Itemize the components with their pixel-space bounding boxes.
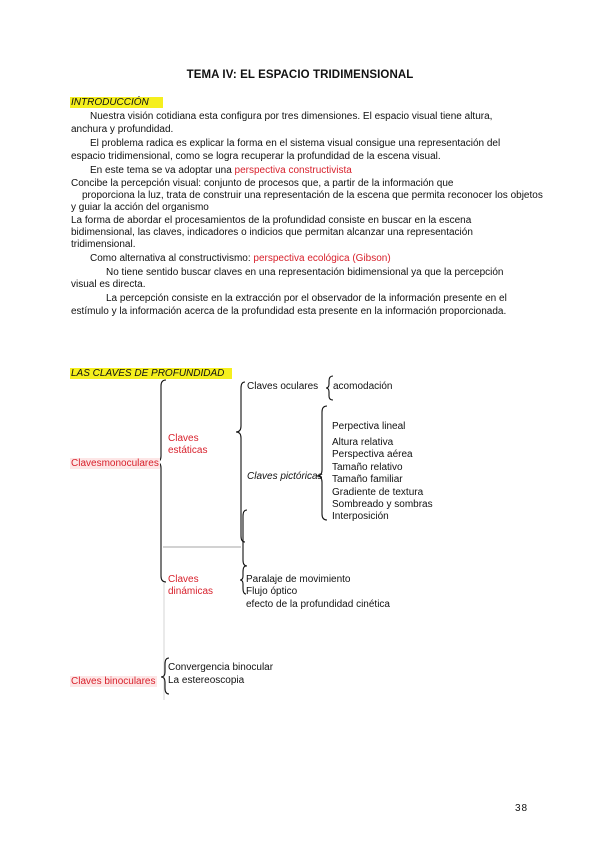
intro-p7-line2: visual es directa. — [71, 279, 146, 290]
page-title: TEMA IV: EL ESPACIO TRIDIMENSIONAL — [186, 69, 414, 81]
pictorica-item: Altura relativa — [332, 437, 394, 448]
label-acomodacion: acomodación — [333, 381, 393, 392]
label-monoculares: Clavesmonoculares — [71, 458, 159, 469]
intro-p4-line1: Concibe la percepción visual: conjunto de procesos que, a partir de la información que — [71, 178, 454, 189]
label-oculares: Claves oculares — [247, 381, 319, 392]
pictorica-item: Perspectiva aérea — [332, 449, 413, 460]
page-number: 38 — [515, 803, 529, 814]
intro-p8-line2: estímulo y la información acerca de la profundidad esta presente en la información proporcionada. — [71, 306, 507, 317]
label-dinamicas-1: Claves — [168, 574, 199, 585]
intro-p5-line1: La forma de abordar el procesamientos de la profundidad consiste en buscar en la escena — [71, 215, 472, 226]
label-binoculares: Claves binoculares — [71, 676, 156, 687]
pictorica-item: Tamaño familiar — [332, 474, 403, 485]
intro-p8-line1: La percepción consiste en la extracción por el observador de la información presente en el — [106, 293, 507, 304]
intro-p4-line2: proporciona la luz, trata de construir una representación de la escena que permita reconocer los objetos — [82, 190, 543, 201]
intro-p6: Como alternativa al constructivismo: perspectiva ecológica (Gibson) — [90, 253, 391, 264]
intro-p7-line1: No tiene sentido buscar claves en una representación bidimensional ya que la percepción — [106, 267, 504, 278]
intro-p2-line1: El problema radica es explicar la forma en el sistema visual consigue una representación del — [90, 138, 501, 149]
intro-p5-line3: tridimensional. — [71, 239, 136, 250]
intro-p2-line2: espacio tridimensional, como se logra recuperar la profundidad de la escena visual. — [71, 151, 441, 162]
intro-p5-line2: bidimensional, las claves, indicadores o indicios que permitan alcanzar una representación — [71, 227, 473, 238]
pictorica-item: Gradiente de textura — [332, 487, 424, 498]
claves-heading: LAS CLAVES DE PROFUNDIDAD — [70, 368, 232, 379]
pictorica-item: Sombreado y sombras — [332, 499, 433, 510]
intro-heading: INTRODUCCIÓN — [70, 97, 163, 108]
dinamica-item: Paralaje de movimiento — [246, 574, 351, 585]
brace-estaticas-lower — [243, 510, 247, 566]
label-pictoricas: Claves pictóricas — [247, 471, 323, 482]
label-estaticas-1: Claves — [168, 433, 199, 444]
pictorica-item: Perpectiva lineal — [332, 421, 406, 432]
dinamica-item: efecto de la profundidad cinética — [246, 599, 390, 610]
intro-p4-line3: y guiar la acción del organismo — [71, 202, 209, 213]
brace-estaticas — [236, 382, 245, 542]
binocular-item: La estereoscopia — [168, 675, 245, 686]
label-dinamicas-2: dinámicas — [168, 586, 214, 597]
intro-p1-line2: anchura y profundidad. — [71, 124, 174, 135]
brace-pictoricas — [317, 406, 327, 520]
intro-p3: En este tema se va adoptar una perspectiva constructivista — [90, 165, 352, 176]
binocular-item: Convergencia binocular — [168, 662, 274, 673]
brace-monoculares — [156, 380, 166, 582]
label-estaticas-2: estáticas — [168, 445, 208, 456]
pictorica-item: Interposición — [332, 511, 389, 522]
pictorica-item: Tamaño relativo — [332, 462, 403, 473]
intro-p1-line1: Nuestra visión cotidiana esta configura por tres dimensiones. El espacio visual tiene altura, — [90, 111, 493, 122]
dinamica-item: Flujo óptico — [246, 586, 298, 597]
brace-acomodacion — [326, 376, 333, 400]
